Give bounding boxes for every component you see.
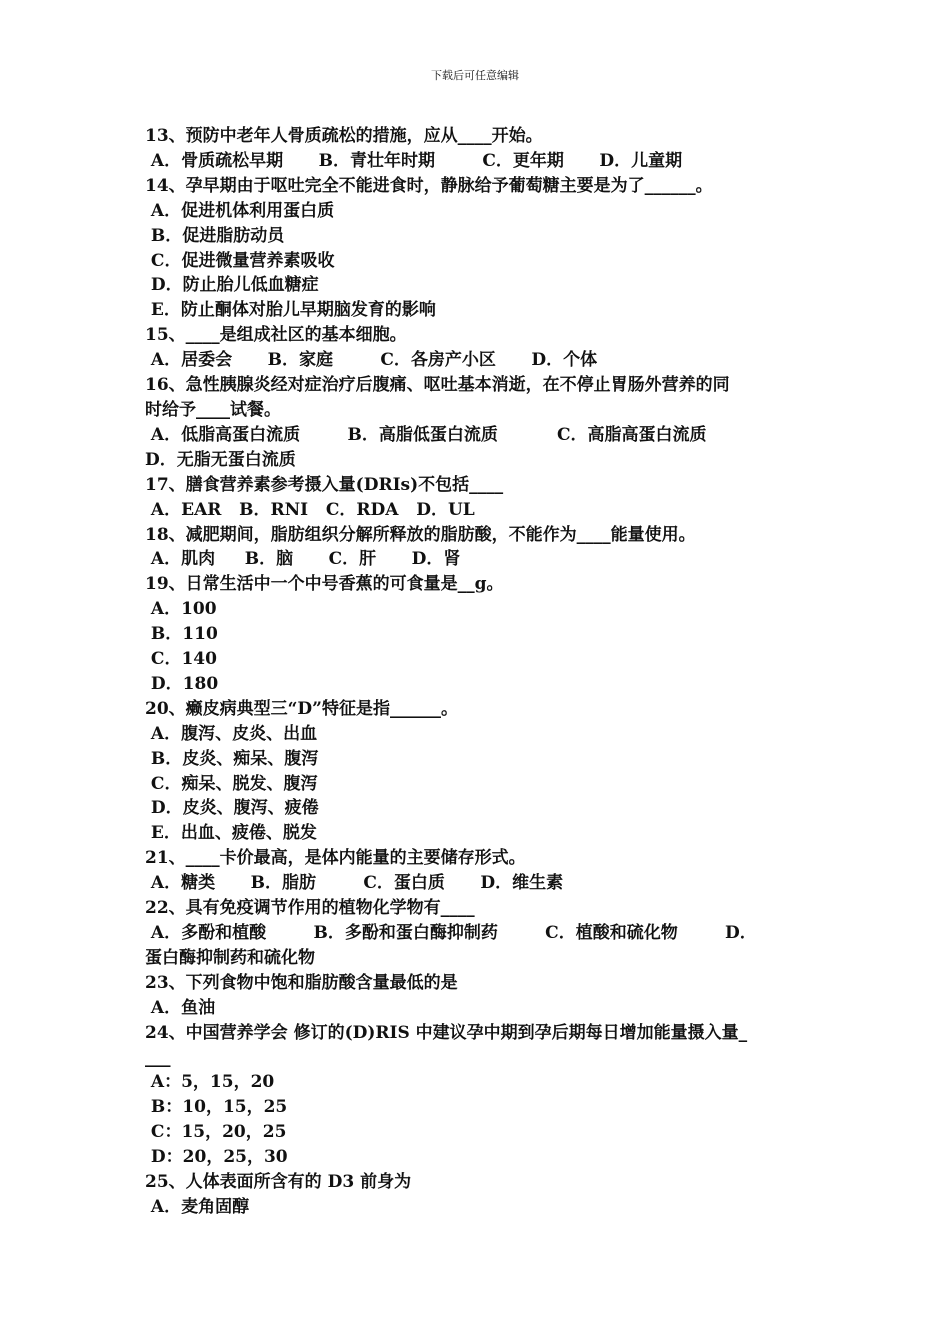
question-line: D：20，25，30 [145, 1147, 288, 1168]
question-line: A．鱼油 [145, 997, 216, 1018]
question-line: ___ [145, 1047, 171, 1068]
question-line: A．骨质疏松早期 B．青壮年时期 C．更年期 D．儿童期 [145, 150, 683, 171]
question-stem: 25、人体表面所含有的 D3 前身为 [145, 1172, 412, 1193]
question-stem: 22、具有免疫调节作用的植物化学物有____ [145, 898, 475, 919]
question-line: D．无脂无蛋白流质 [145, 449, 296, 470]
question-line: B．皮炎、痴呆、腹泻 [145, 748, 319, 769]
question-line: B．促进脂肪动员 [145, 225, 285, 246]
question-stem: 15、____是组成社区的基本细胞。 [145, 325, 407, 346]
question-stem: 18、减肥期间，脂肪组织分解所释放的脂肪酸，不能作为____能量使用。 [145, 524, 696, 545]
question-line: A．EAR B．RNI C．RDA D．UL [145, 499, 475, 520]
question-stem: 19、日常生活中一个中号香蕉的可食量是__g。 [145, 574, 504, 595]
question-line: A．肌肉 B．脑 C．肝 D．肾 [145, 549, 461, 570]
question-list [145, 124, 810, 1220]
question-line: A．100 [145, 599, 217, 620]
question-line: A．低脂高蛋白流质 B．高脂低蛋白流质 C．高脂高蛋白流质 [145, 424, 707, 445]
question-stem: 17、膳食营养素参考摄入量(DRIs)不包括____ [145, 474, 504, 495]
question-line: 蛋白酶抑制药和硫化物 [145, 947, 315, 968]
question-stem: 21、____卡价最高，是体内能量的主要储存形式。 [145, 848, 526, 869]
question-stem: 23、下列食物中饱和脂肪酸含量最低的是 [145, 972, 458, 993]
question-line: C：15，20，25 [145, 1122, 287, 1143]
question-stem: 13、预防中老年人骨质疏松的措施，应从____开始。 [145, 126, 543, 146]
question-line: D．防止胎儿低血糖症 [145, 275, 319, 296]
question-line: B：10，15，25 [145, 1097, 288, 1118]
question-line: A．居委会 B．家庭 C．各房产小区 D．个体 [145, 350, 598, 371]
question-line: 时给予____试餐。 [145, 399, 281, 420]
question-line: D．皮炎、腹泻、疲倦 [145, 798, 319, 819]
question-line: C．140 [145, 649, 217, 670]
question-line: A．麦角固醇 [145, 1196, 250, 1217]
question-line: C．促进微量营养素吸收 [145, 250, 335, 271]
question-line: E．出血、疲倦、脱发 [145, 823, 317, 844]
question-stem: 24、中国营养学会 修订的(D)RIS 中建议孕中期到孕后期每日增加能量摄入量_ [145, 1022, 748, 1043]
question-line: A．促进机体利用蛋白质 [145, 200, 335, 221]
question-stem: 14、孕早期由于呕吐完全不能进食时，静脉给予葡萄糖主要是为了______。 [145, 175, 713, 196]
page-header-note: 下载后可任意编辑 [431, 69, 519, 82]
question-line: D．180 [145, 673, 219, 694]
question-line: A：5，15，20 [145, 1072, 275, 1093]
question-stem: 16、急性胰腺炎经对症治疗后腹痛、呕吐基本消逝，在不停止胃肠外营养的同 [145, 375, 730, 396]
question-line: A．糖类 B．脂肪 C．蛋白质 D．维生素 [145, 873, 564, 894]
question-line: C．痴呆、脱发、腹泻 [145, 773, 318, 794]
question-line: E．防止酮体对胎儿早期脑发育的影响 [145, 300, 436, 321]
question-line: A．多酚和植酸 B．多酚和蛋白酶抑制药 C．植酸和硫化物 D． [145, 923, 757, 943]
question-line: A．腹泻、皮炎、出血 [145, 723, 318, 744]
question-stem: 20、癞皮病典型三“D”特征是指______。 [145, 698, 458, 719]
question-line: B．110 [145, 624, 218, 645]
